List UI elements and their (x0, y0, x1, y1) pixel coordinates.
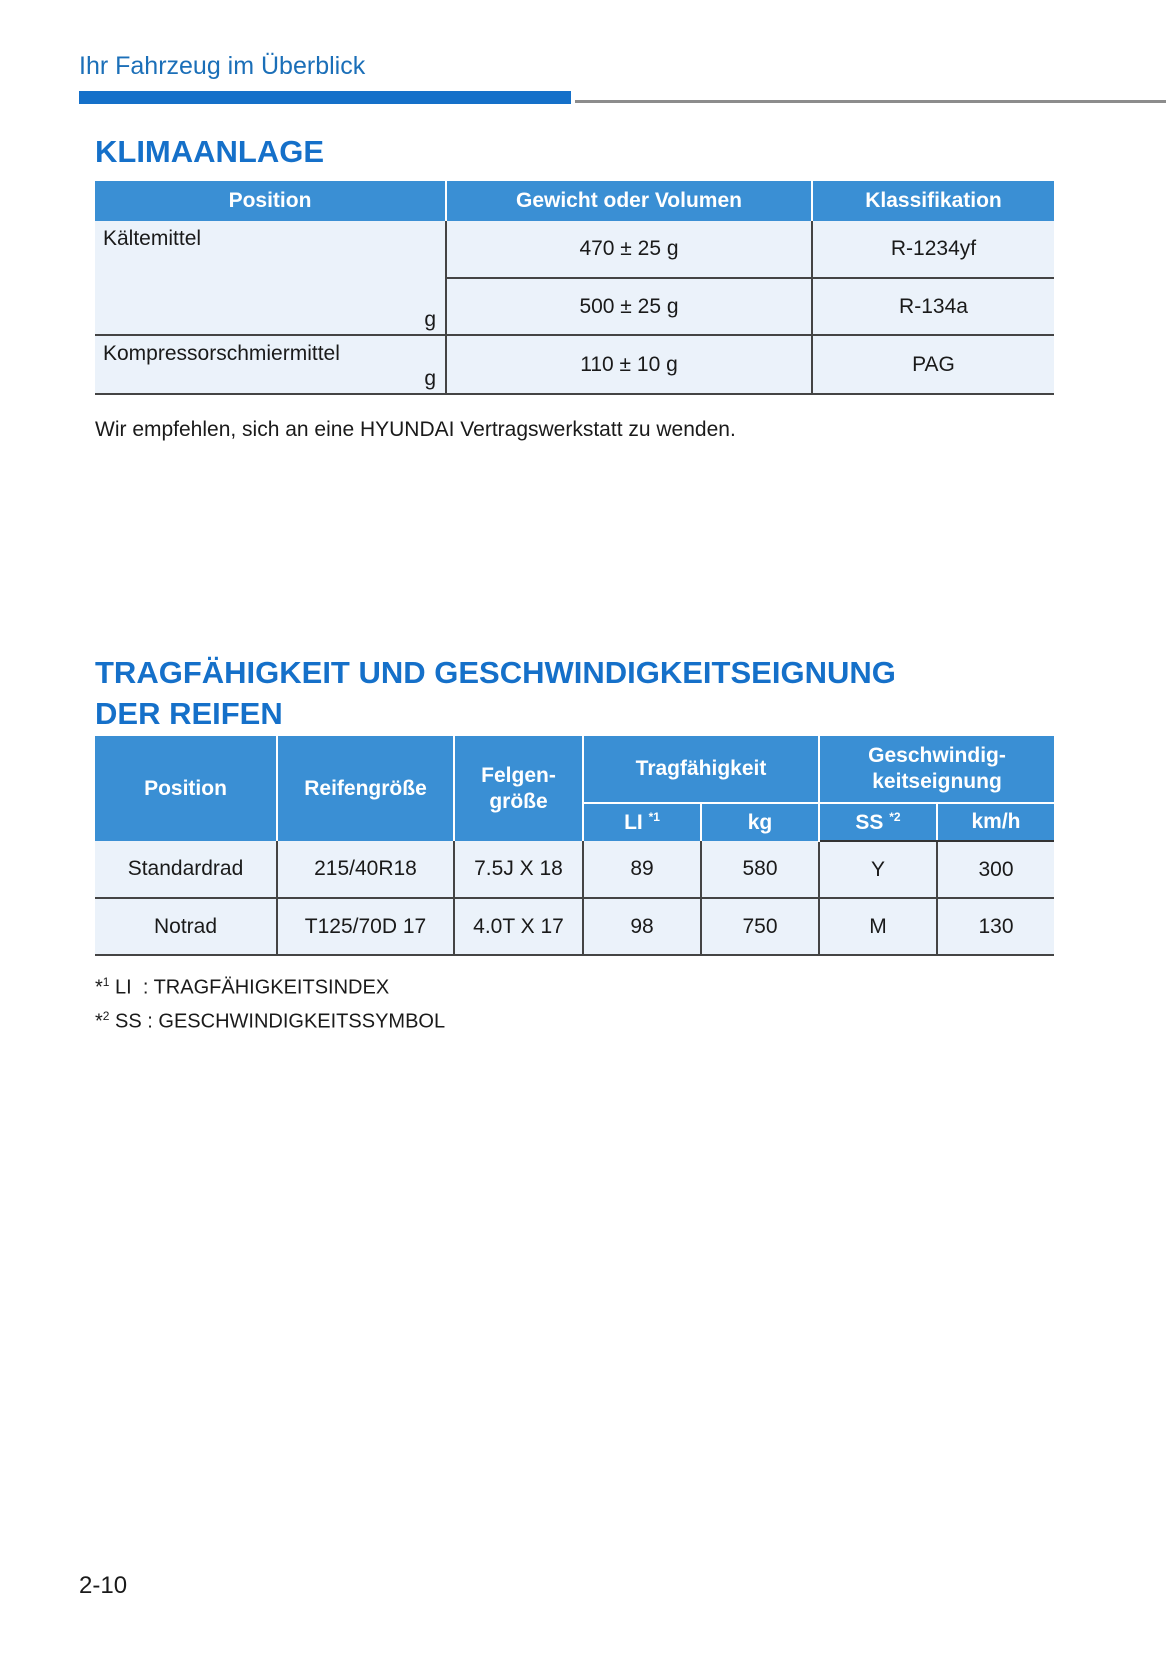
footnote-ss (95, 1009, 445, 1034)
page-number: 2-10 (79, 1572, 128, 1599)
table-cell: 580 (701, 841, 819, 898)
table-cell: 7.5J X 18 (454, 841, 583, 898)
header-line: größe (489, 789, 548, 813)
footnote-number: 1 (102, 975, 110, 989)
footnote-mark: * (95, 1010, 103, 1033)
table-cell: Standardrad (95, 841, 277, 898)
table-cell: Y (819, 841, 937, 898)
table-row (95, 898, 1054, 955)
column-header-position: Position (95, 736, 277, 841)
table-cell: 130 (937, 898, 1054, 955)
table-cell: PAG (812, 335, 1054, 394)
column-header-kmh: km/h (937, 803, 1054, 841)
header-rule-gray (575, 100, 1166, 103)
footnote-number: 2 (102, 1009, 110, 1023)
table-cell: R-1234yf (812, 221, 1054, 278)
table-cell: R-134a (812, 278, 1054, 335)
li-footnote-mark: *1 (648, 810, 660, 824)
klima-note: Wir empfehlen, sich an eine HYUNDAI Vertragswerkstatt zu wenden. (95, 418, 736, 441)
ss-footnote-mark: *2 (889, 809, 901, 824)
header-line: keitseignung (872, 770, 1002, 793)
table-cell: 4.0T X 17 (454, 898, 583, 955)
kaeltemittel-unit: g (424, 308, 436, 331)
table-cell: 98 (583, 898, 701, 955)
column-header-position: Position (95, 181, 446, 221)
table-cell: T125/70D 17 (277, 898, 454, 955)
footnote-li (95, 975, 389, 1000)
kompressor-unit: g (424, 367, 436, 390)
row-label-kaeltemittel (95, 221, 446, 335)
table-row (95, 841, 1054, 898)
column-header-li (583, 803, 701, 841)
ss-label: SS (855, 810, 890, 834)
table-cell: 300 (937, 841, 1054, 898)
table-cell: 215/40R18 (277, 841, 454, 898)
footnote-text: SS : GESCHWINDIGKEITSSYMBOL (109, 1010, 446, 1033)
column-header-klassifikation: Klassifikation (812, 181, 1054, 221)
header-rule-blue (79, 91, 571, 104)
column-header-ss (819, 803, 937, 841)
footnote-mark: * (95, 976, 103, 999)
column-header-felgengroesse (454, 736, 583, 841)
reifen-table (95, 736, 1054, 956)
li-label: LI (624, 811, 649, 834)
column-header-geschwindigkeitseignung (819, 736, 1054, 803)
running-header: Ihr Fahrzeug im Überblick (79, 52, 366, 80)
table-cell: 750 (701, 898, 819, 955)
column-header-tragfaehigkeit: Tragfähigkeit (583, 736, 819, 803)
column-header-kg: kg (701, 803, 819, 841)
kompressor-label: Kompressorschmiermittel (103, 342, 340, 365)
header-line: Geschwindig- (868, 744, 1006, 767)
section-title-reifen (95, 652, 896, 734)
table-cell: Notrad (95, 898, 277, 955)
header-line: Felgen- (481, 763, 556, 787)
table-cell: 110 ± 10 g (446, 335, 812, 394)
table-cell: 89 (583, 841, 701, 898)
table-cell: M (819, 898, 937, 955)
column-header-reifengroesse: Reifengröße (277, 736, 454, 841)
table-cell: 500 ± 25 g (446, 278, 812, 335)
table-cell: 470 ± 25 g (446, 221, 812, 278)
title-line-2: DER REIFEN (95, 696, 283, 731)
klimaanlage-table (95, 181, 1054, 395)
row-label-kompressor (95, 335, 446, 394)
column-header-gewicht: Gewicht oder Volumen (446, 181, 812, 221)
title-line-1: TRAGFÄHIGKEIT UND GESCHWINDIGKEITSEIGNUNG (95, 655, 896, 690)
section-title-klimaanlage: KLIMAANLAGE (95, 134, 325, 169)
footnote-text: LI : TRAGFÄHIGKEITSINDEX (109, 976, 390, 999)
kaeltemittel-label: Kältemittel (103, 227, 202, 250)
